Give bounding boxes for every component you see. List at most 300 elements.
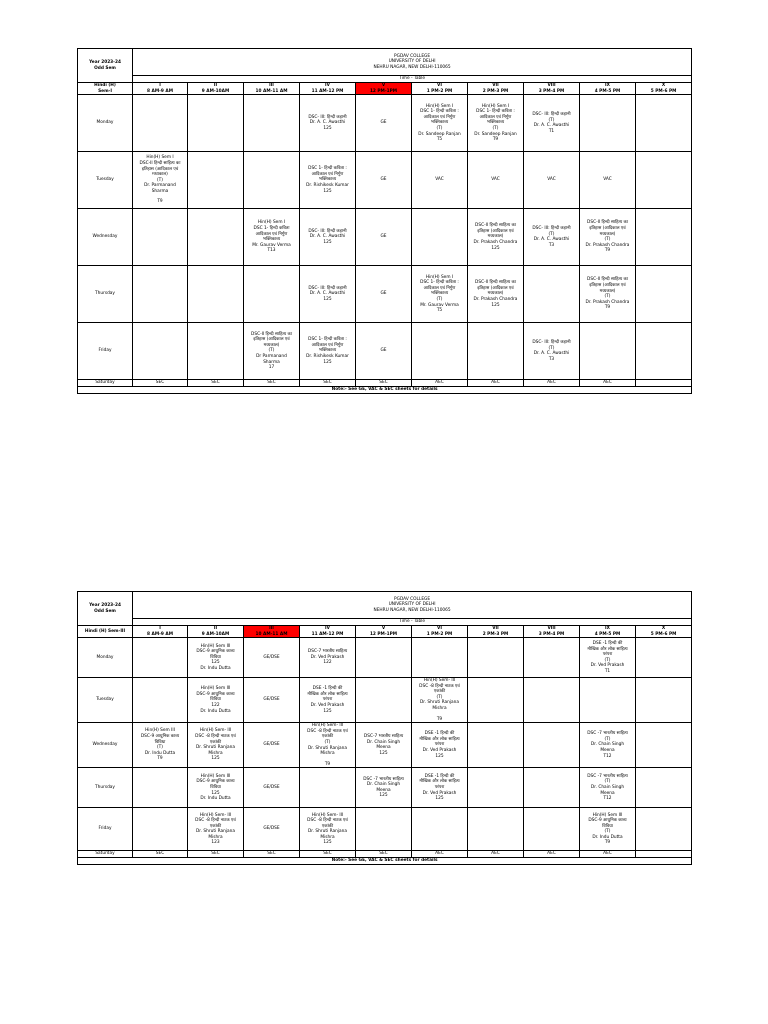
college-line: PGDAV COLLEGE (394, 596, 431, 602)
slot-line: DSC 1- हिन्दी कविता (253, 226, 290, 231)
slot-line: Dr. Indu Dutta (592, 834, 623, 840)
class-slot (468, 266, 524, 323)
class-slot (412, 638, 468, 678)
class-slot (188, 209, 244, 266)
slot-line: इतिहास (आदिकाल एवं (589, 226, 626, 231)
class-slot (244, 266, 300, 323)
slot-line: DSC-7 भारतीय साहित्य (363, 734, 404, 740)
day-label: Tuesday (78, 152, 133, 209)
class-slot (356, 209, 412, 266)
period-header (244, 626, 300, 638)
corner-line: Hindi (H) (94, 83, 116, 88)
day-label: Thursday (78, 266, 133, 323)
slot-line: Dr. Indu Dutta (144, 750, 176, 756)
period-numeral: III (269, 626, 274, 631)
period-time: 9 AM-10AM (201, 631, 230, 637)
period-time: 5 PM-6 PM (650, 88, 677, 94)
slot-line: DSC-II हिन्दी साहित्य का (475, 280, 516, 286)
slot-line: T9 (604, 305, 611, 311)
slot-line: 125 (211, 756, 220, 762)
slot-line: AEC (435, 380, 444, 386)
class-slot (244, 851, 300, 858)
class-slot (468, 152, 524, 209)
slot-line: VAC (491, 177, 500, 183)
period-numeral: II (213, 83, 218, 88)
class-slot (300, 678, 356, 723)
day-label: Wednesday (78, 723, 133, 768)
class-slot (244, 808, 300, 851)
slot-line: DSC 1- हिन्दी कविता : (308, 337, 347, 343)
slot-line: T9 (436, 716, 443, 722)
slot-line: भक्तिकाव्य (318, 177, 337, 183)
day-label: Friday (78, 323, 133, 380)
period-header (356, 83, 412, 95)
slot-line: T9 (157, 199, 163, 205)
slot-line: Meena (376, 745, 391, 751)
period-numeral: IV (325, 83, 330, 88)
slot-line: Mr. Gaurav Verma (420, 302, 459, 308)
slot-line: Dr. Ved Prakash (310, 702, 345, 708)
slot-line: DSC -7 भारतीय साहित्य (587, 773, 628, 779)
timetable-sem-1 (77, 48, 677, 394)
slot-line: (T) (604, 779, 611, 785)
slot-line: 125 (211, 660, 220, 666)
slot-line: मौखिक और लोक साहित्य (307, 691, 348, 697)
slot-line: एकांकी (321, 734, 334, 740)
slot-line: Dr. A. C. Awasthi (533, 351, 570, 357)
slot-line: Mishra (432, 706, 447, 712)
day-row (78, 723, 692, 768)
slot-line: Hin(H) Sem- III (311, 723, 344, 729)
period-header (133, 626, 188, 638)
period-header (524, 83, 580, 95)
slot-line: 125 (323, 708, 332, 714)
class-slot (356, 266, 412, 323)
slot-line: मौखिक और लोक साहित्य (419, 736, 460, 742)
class-slot (133, 266, 188, 323)
slot-line: Dr. Chain Singh (590, 784, 625, 790)
slot-line: T9 (324, 761, 331, 767)
period-numeral: IX (605, 83, 610, 88)
slot-line: DSC -8 हिन्दी नाटक एवं (307, 818, 348, 824)
slot-line: DSE -1 हिन्दी की (424, 731, 455, 737)
slot-line: विविधा (210, 784, 221, 790)
slot-line: Dr. Ved Prakash (422, 748, 457, 754)
slot-line: DSC- III: हिन्दी कहानी (532, 340, 571, 345)
class-slot (412, 851, 468, 858)
slot-line: Dr. Chain Singh (366, 739, 401, 745)
slot-line: 125 (435, 796, 444, 802)
class-slot (188, 678, 244, 723)
year-cell (78, 49, 133, 83)
period-header (412, 83, 468, 95)
class-slot (188, 638, 244, 678)
class-slot (580, 95, 636, 152)
slot-line: Dr. A. C. Awasthi (309, 291, 346, 297)
class-slot (300, 768, 356, 808)
slot-line: DSC-7 भारतीय साहित्य (307, 649, 348, 655)
slot-line: DSC -8 हिन्दी नाटक एवं (307, 728, 348, 734)
slot-line: 125 (379, 793, 388, 799)
class-slot (356, 323, 412, 380)
day-label: Tuesday (78, 678, 133, 723)
class-slot (524, 768, 580, 808)
timetable-sem-3 (77, 591, 677, 865)
class-slot (188, 266, 244, 323)
class-slot (133, 209, 188, 266)
slot-line: GE/DSE (263, 742, 280, 748)
period-header (244, 83, 300, 95)
slot-line: मध्यकाल) (599, 288, 616, 294)
slot-line: Dr. Sandeep Ranjan (474, 131, 517, 137)
slot-line: Mishra (320, 751, 335, 757)
class-slot (468, 380, 524, 387)
day-row (78, 95, 692, 152)
period-time: 1 PM-2 PM (426, 88, 453, 94)
slot-line: DSC- III: हिन्दी कहानी (532, 226, 571, 231)
slot-line: Dr. Ved Prakash (590, 663, 625, 669)
class-slot (133, 678, 188, 723)
period-numeral: V (381, 83, 386, 88)
slot-line: 125 (379, 750, 388, 756)
slot-line: (T) (604, 237, 611, 243)
class-slot (524, 95, 580, 152)
period-time: 8 AM-9 AM (147, 631, 173, 637)
class-slot (524, 266, 580, 323)
college-line: PGDAV COLLEGE (394, 53, 431, 59)
day-row (78, 152, 692, 209)
slot-line: SEC (323, 851, 332, 857)
class-slot (580, 323, 636, 380)
slot-line: 17 (268, 365, 275, 371)
slot-line: Dr. A. C. Awasthi (309, 120, 346, 126)
slot-line: (T) (436, 694, 443, 700)
slot-line: (T) (548, 117, 555, 123)
class-slot (580, 723, 636, 768)
class-slot (188, 323, 244, 380)
class-slot (468, 209, 524, 266)
class-slot (300, 851, 356, 858)
period-header (636, 83, 692, 95)
slot-line: 125 (435, 753, 444, 759)
slot-line: एकांकी (209, 823, 222, 829)
class-slot (133, 380, 188, 387)
slot-line: Meena (376, 787, 391, 793)
corner-header (78, 626, 133, 638)
slot-line: (T) (548, 231, 555, 237)
day-row (78, 323, 692, 380)
slot-line: DSC-9 आधुनिक काव्य (196, 691, 235, 697)
slot-line: T1 (548, 128, 555, 134)
slot-line: T3 (548, 356, 555, 362)
class-slot (300, 152, 356, 209)
slot-line: T13 (267, 248, 276, 254)
class-slot (636, 851, 692, 858)
class-slot (524, 323, 580, 380)
slot-line: SEC (267, 851, 276, 857)
slot-line: DSC- III: हिन्दी कहानी (308, 285, 347, 291)
period-time: 11 AM-12 PM (311, 631, 344, 637)
period-header (636, 626, 692, 638)
class-slot (468, 323, 524, 380)
day-row (78, 808, 692, 851)
slot-line: SEC (155, 380, 165, 386)
slot-line: परंपरा (434, 742, 445, 748)
period-time: 11 AM-12 PM (311, 88, 344, 94)
class-slot (188, 95, 244, 152)
period-header (356, 626, 412, 638)
class-slot (133, 851, 188, 858)
slot-line: भक्तिकाव्य (430, 120, 449, 126)
slot-line: DSC-II हिन्दी साहित्य का (587, 220, 628, 226)
footnote: Note:- See GE, VAC & SEC sheets for details (78, 858, 692, 865)
class-slot (244, 678, 300, 723)
class-slot (524, 152, 580, 209)
class-slot (244, 323, 300, 380)
class-slot (188, 768, 244, 808)
class-slot (356, 678, 412, 723)
slot-line: DSC- III: हिन्दी कहानी (308, 228, 347, 234)
class-slot (524, 209, 580, 266)
class-slot (133, 808, 188, 851)
class-slot (412, 152, 468, 209)
class-slot (133, 768, 188, 808)
class-slot (412, 95, 468, 152)
day-label: Saturday (78, 851, 133, 858)
period-numeral: X (661, 83, 666, 88)
slot-line: Dr. Prakash Chandra (585, 299, 630, 305)
period-header (412, 626, 468, 638)
period-header (524, 626, 580, 638)
period-header (580, 626, 636, 638)
slot-line: GE (380, 120, 387, 126)
class-slot (244, 723, 300, 768)
slot-line: DSC -7 भारतीय साहित्य (363, 776, 404, 782)
slot-line: Dr. Chain Singh (366, 782, 401, 788)
slot-line: Dr. A. C. Awasthi (309, 234, 346, 240)
slot-line: (T) (492, 125, 499, 131)
slot-line: Hin(H) Sem- III (423, 678, 456, 684)
slot-line: VAC (603, 177, 612, 183)
class-slot (580, 152, 636, 209)
period-time: 1 PM-2 PM (426, 631, 453, 637)
slot-line: T1 (604, 668, 611, 674)
period-time: 10 AM-11 AM (255, 88, 288, 94)
timetable-grid (77, 48, 692, 394)
class-slot (300, 808, 356, 851)
period-numeral: IX (605, 626, 610, 631)
slot-line: VAC (435, 177, 444, 183)
slot-line: GE/DSE (263, 826, 280, 832)
slot-line: विविधा (210, 697, 221, 703)
slot-line: Hin(H) Sem III (200, 643, 231, 649)
period-time: 8 AM-9 AM (147, 88, 173, 94)
class-slot (468, 808, 524, 851)
slot-line: VAC (547, 177, 556, 183)
slot-line: Dr. Shruti Ranjana (419, 700, 460, 706)
slot-line: एकांकी (321, 823, 334, 829)
class-slot (636, 152, 692, 209)
slot-line: SEC (323, 380, 332, 386)
year-label: Year 2023-24 (89, 602, 121, 608)
class-slot (524, 723, 580, 768)
year-cell (78, 592, 133, 626)
period-numeral: III (269, 83, 274, 88)
slot-line: 122 (211, 702, 220, 708)
day-row (78, 638, 692, 678)
period-time: 3 PM-4 PM (538, 88, 565, 94)
slot-line: भक्तिकाव्य (486, 120, 505, 126)
class-slot (580, 638, 636, 678)
class-slot (580, 380, 636, 387)
period-numeral: VII (492, 626, 499, 631)
slot-line: इतिहास (आदिकाल एवं (141, 166, 179, 172)
slot-line: DSC -8 हिन्दी नाटक एवं (419, 683, 460, 689)
slot-line: Hin(H) Sem- III (311, 812, 344, 818)
class-slot (412, 768, 468, 808)
corner-line: Sem-I (98, 88, 112, 94)
class-slot (356, 851, 412, 858)
slot-line: DSC-II हिन्दी साहित्य का (475, 223, 516, 229)
period-time: 2 PM-3 PM (482, 631, 509, 637)
slot-line: DSC 1- हिन्दी कविता : (476, 109, 515, 115)
class-slot (580, 678, 636, 723)
corner-line: Hindi (H) Sem-III (84, 628, 126, 634)
day-label: Thursday (78, 768, 133, 808)
slot-line: (T) (436, 296, 443, 302)
college-header (133, 592, 692, 619)
slot-line: Dr. Indu Dutta (200, 796, 231, 802)
slot-line: आदिकाल एवं निर्गुण (311, 171, 344, 177)
slot-line: विविधा (210, 654, 221, 660)
period-header (468, 83, 524, 95)
slot-line: AEC (491, 851, 500, 857)
class-slot (300, 95, 356, 152)
period-numeral: I (159, 626, 161, 631)
college-line: UNIVERSITY OF DELHI (388, 59, 436, 65)
class-slot (468, 638, 524, 678)
day-label: Friday (78, 808, 133, 851)
class-slot (636, 95, 692, 152)
slot-line: DSC-9 आधुनिक काव्य (588, 818, 627, 824)
slot-line: मौखिक और लोक साहित्य (419, 779, 460, 785)
slot-line: T9 (604, 840, 611, 846)
slot-line: 122 (323, 660, 332, 666)
period-time: 4 PM-5 PM (594, 88, 621, 94)
slot-line: भक्तिकाव्य (430, 291, 449, 297)
slot-line: T9 (604, 248, 611, 254)
slot-line: DSC 1- हिन्दी कविता : (308, 166, 347, 172)
slot-line: Dr. Shruti Ranjana (195, 745, 236, 751)
period-numeral: II (213, 626, 218, 631)
class-slot (244, 380, 300, 387)
slot-line: Dr. Chain Singh (590, 742, 625, 748)
period-numeral: VI (437, 83, 442, 88)
slot-line: DSE -1 हिन्दी की (424, 773, 455, 779)
sem-label: Odd Sem (94, 65, 116, 71)
class-slot (356, 95, 412, 152)
day-row (78, 266, 692, 323)
slot-line: T9 (157, 756, 163, 762)
class-slot (636, 723, 692, 768)
class-slot (133, 638, 188, 678)
slot-line: DSC-II हिन्दी साहित्य का (587, 277, 628, 283)
slot-line: 125 (323, 125, 332, 131)
slot-line: (T) (157, 177, 163, 183)
slot-line: T5 (436, 308, 443, 314)
slot-line: (T) (604, 736, 611, 742)
time-table-label: Time - Table (133, 619, 692, 626)
period-numeral: VIII (547, 626, 556, 631)
period-numeral: V (381, 626, 386, 631)
slot-line: Hin(H) Sem I (425, 274, 454, 280)
class-slot (412, 266, 468, 323)
slot-line: Dr. Indu Dutta (200, 666, 231, 672)
day-row (78, 851, 692, 858)
slot-line: भक्तिकाव्य (262, 237, 281, 243)
class-slot (244, 638, 300, 678)
slot-line: भक्तिकाव्य (318, 348, 337, 354)
class-slot (412, 209, 468, 266)
slot-line: आदिकाल एवं निर्गुण (423, 114, 456, 120)
slot-line: GE (380, 177, 387, 183)
time-table-label: Time - Table (133, 76, 692, 83)
slot-line: इतिहास (आदिकाल एवं (589, 283, 626, 288)
day-label: Wednesday (78, 209, 133, 266)
slot-line: DSC -7 भारतीय साहित्य (587, 731, 628, 737)
slot-line: GE/DSE (263, 697, 280, 703)
slot-line: DSC-9 आधुनिक काव्य (196, 649, 235, 655)
class-slot (636, 678, 692, 723)
slot-line: T12 (603, 753, 612, 759)
slot-line: AEC (491, 380, 500, 386)
slot-line: (T) (548, 345, 555, 351)
period-time: 12 PM-1PM (369, 88, 398, 94)
period-time: 2 PM-3 PM (482, 88, 509, 94)
class-slot (524, 851, 580, 858)
slot-line: Mishra (208, 750, 223, 756)
class-slot (580, 851, 636, 858)
slot-line: DSC -8 हिन्दी नाटक एवं (195, 734, 236, 740)
slot-line: AEC (547, 851, 556, 857)
slot-line: Dr. Sandeep Ranjan (418, 131, 461, 137)
class-slot (524, 808, 580, 851)
slot-line: GE/DSE (263, 654, 280, 660)
period-numeral: I (159, 83, 161, 88)
slot-line: Hin(H) Sem- III (199, 812, 232, 818)
slot-line: मध्यकाल) (487, 291, 504, 297)
class-slot (188, 152, 244, 209)
slot-line: इतिहास (आदिकाल एवं (253, 337, 290, 343)
slot-line: T3 (548, 242, 555, 248)
slot-line: GE (380, 291, 387, 297)
day-row (78, 380, 692, 387)
slot-line: SEC (155, 851, 165, 857)
slot-line: आदिकाल एवं निर्गुण (423, 285, 456, 291)
period-numeral: VIII (547, 83, 556, 88)
period-header (300, 626, 356, 638)
class-slot (356, 808, 412, 851)
college-line: UNIVERSITY OF DELHI (388, 602, 436, 608)
slot-line: मध्यकाल) (487, 234, 504, 240)
class-slot (133, 323, 188, 380)
slot-line: (T) (604, 829, 611, 835)
slot-line: DSC 1- हिन्दी कविता : (420, 109, 459, 115)
class-slot (300, 638, 356, 678)
slot-line: AEC (603, 851, 612, 857)
slot-line: DSC -8 हिन्दी नाटक एवं (195, 818, 236, 824)
class-slot (244, 95, 300, 152)
